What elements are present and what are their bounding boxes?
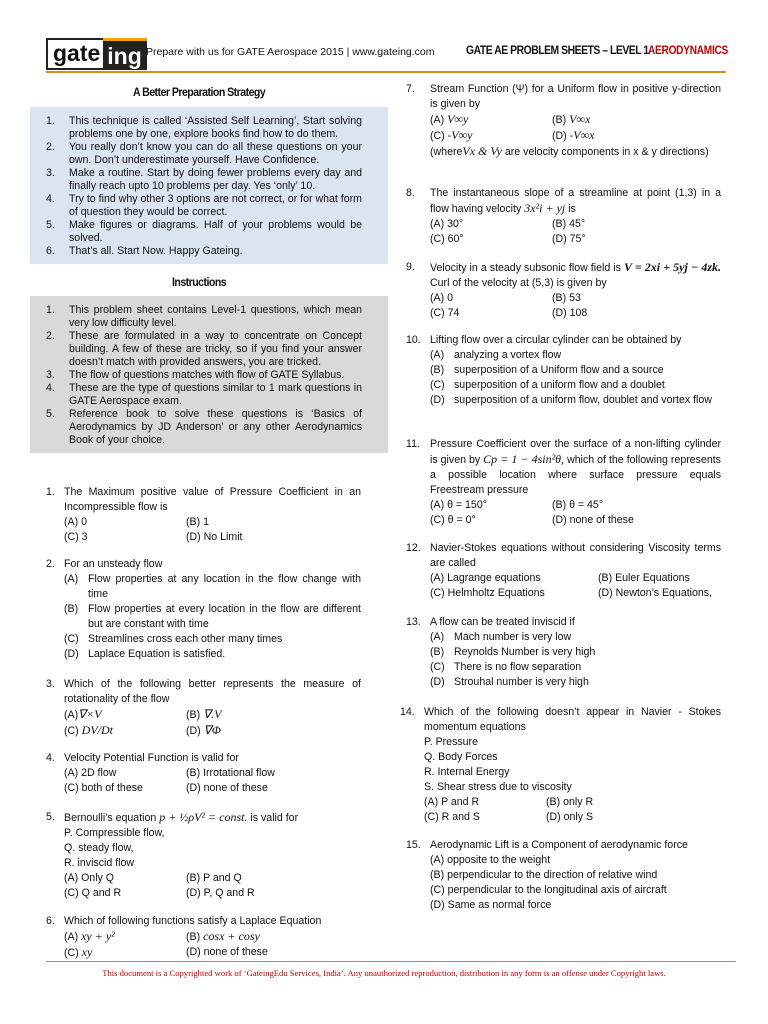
question-6: 6. Which of following functions satisfy a Laplace Equation (A) xy + y² (B) cosx + cosy (C) xy (D) none of these xyxy=(46,915,322,959)
header-tagline: Prepare with us for GATE Aerospace 2015 | www.gateing.com xyxy=(146,46,435,58)
question-3: 3. Which of the following better represents the measure of rotationality of the flow (A)∇×V (B) ∇.V (C) DV/Dt (D) ∇Φ xyxy=(46,678,361,737)
question-13: 13. A flow can be treated inviscid if (A) Mach number is very low (B) Reynolds Number is very high (C) There is no flow separation (D) Strouhal number is very high xyxy=(406,616,596,688)
question-8: 8. The instantaneous slope of a streamline at point (1,3) in a flow having velocity 3x²i + yj is (A) 30° (B) 45° (C) 60° (D) 75° xyxy=(406,187,721,245)
question-12: 12. Navier-Stokes equations without considering Viscosity terms are called (A) Lagrange equations (B) Euler Equations (C) Helmholtz Equations (D) Newton’s Equations, xyxy=(406,542,721,599)
header-subject: AERODYNAMICS xyxy=(648,45,729,57)
logo-text-left: gate xyxy=(46,38,103,70)
question-5: 5. Bernoulli’s equation p + ½ρV² = const. is valid for P. Compressible flow, Q. steady flow, R. inviscid flow (A) Only Q (B) P and Q (C) Q and R (D) P, Q and R xyxy=(46,810,299,899)
header-divider xyxy=(46,71,726,73)
list-item: 5. Reference book to solve these questions is ‘Basics of Aerodynamics by JD Anderson’ or any other Aerodynamics Book of your choice. xyxy=(46,408,362,446)
footer-divider xyxy=(46,961,736,962)
strategy-heading: A Better Preparation Strategy xyxy=(133,85,266,99)
question-14: 14. Which of the following doesn’t appear in Navier - Stokes momentum equations P. Pressure Q. Body Forces R. Internal Energy S. Shear stress due to viscosity (A) P and R (B) only R (C) R and S (D) only S xyxy=(400,706,721,823)
gateing-logo xyxy=(46,38,147,70)
header-series: GATE AE PROBLEM SHEETS – LEVEL 1 xyxy=(466,45,649,57)
list-item: 1. This problem sheet contains Level-1 questions, which mean very low difficulty level. xyxy=(46,304,362,329)
list-item: 4. Try to find why other 3 options are not correct, or for what form of question they would be correct. xyxy=(46,193,362,218)
question-9: 9. Velocity in a steady subsonic flow field is V = 2xi + 5yj − 4zk. Curl of the velocity at (5,3) is given by (A) 0 (B) 53 (C) 74 (D) 108 xyxy=(406,260,721,319)
instructions-heading: Instructions xyxy=(172,275,227,289)
list-item: 3. Make a routine. Start by doing fewer problems every day and finally reach upto 10 problems per day. Yes ‘only’ 10. xyxy=(46,167,362,192)
question-1: 1. The Maximum positive value of Pressure Coefficient in an Incompressible flow is (A) 0 (B) 1 (C) 3 (D) No Limit xyxy=(46,486,361,543)
logo-text-right: ing xyxy=(103,38,147,70)
list-item: 6. That’s all. Start Now. Happy Gateing. xyxy=(46,245,243,257)
question-7: 7. Stream Function (Ψ) for a Uniform flow in positive y-direction is given by (A) V∞y (B) V∞x (C) -V∞y (D) -V∞x (whereVx & Vy are velocity components in x & y directions) xyxy=(406,83,721,158)
list-item: 3. The flow of questions matches with flow of GATE Syllabus. xyxy=(46,369,345,381)
strategy-box xyxy=(30,107,388,264)
question-4: 4. Velocity Potential Function is valid for (A) 2D flow (B) Irrotational flow (C) both of these (D) none of these xyxy=(46,752,275,794)
instructions-list xyxy=(42,304,362,447)
question-2: 2. For an unsteady flow (A) Flow properties at any location in the flow change with time (B) Flow properties at every location in the flow are different but are constant with time (C) Streamlines cross each other many times (D) Laplace Equation is satisfied. xyxy=(46,558,361,660)
list-item: 5. Make figures or diagrams. Half of your problems would be solved. xyxy=(46,219,362,244)
instructions-box xyxy=(30,296,388,453)
copyright-footer: This document is a Copyrighted work of ‘GateingEdu Services, India’. Any unauthorized reproduction, distribution in any form is an offense under Copyright laws. xyxy=(102,968,666,978)
question-10: 10. Lifting flow over a circular cylinder can be obtained by (A) analyzing a vortex flow (B) superposition of a Uniform flow and a source (C) superposition of a uniform flow and a doublet (D) superposition of a uniform flow, doublet and vortex flow xyxy=(406,334,712,406)
question-15: 15. Aerodynamic Lift is a Component of aerodynamic force (A) opposite to the weight (B) perpendicular to the direction of relative wind (C) perpendicular to the longitudinal axis of aircraft (D) Same as normal force xyxy=(406,839,688,911)
list-item: 1. This technique is called ‘Assisted Self Learning’, Start solving problems one by one, explore books find how to do them. xyxy=(46,115,362,140)
list-item: 2. You really don’t know you can do all these questions on your own. Don’t underestimate yourself. Have Confidence. xyxy=(46,141,362,166)
list-item: 4. These are the type of questions similar to 1 mark questions in GATE Aerospace exam. xyxy=(46,382,362,407)
question-11: 11. Pressure Coefficient over the surface of a non-lifting cylinder is given by Cp = 1 − 4sin²θ, which of the following represents a possible location where surface pressure equals Freestream pressure (A) θ = 150° (B) θ = 45° (C) θ = 0° (D) none of these xyxy=(406,438,721,526)
strategy-list xyxy=(42,115,362,258)
list-item: 2. These are formulated in a way to concentrate on Concept building. A few of these are tricky, so if you find your answer doesn’t match with provided answers, you are tricked. xyxy=(46,330,362,368)
